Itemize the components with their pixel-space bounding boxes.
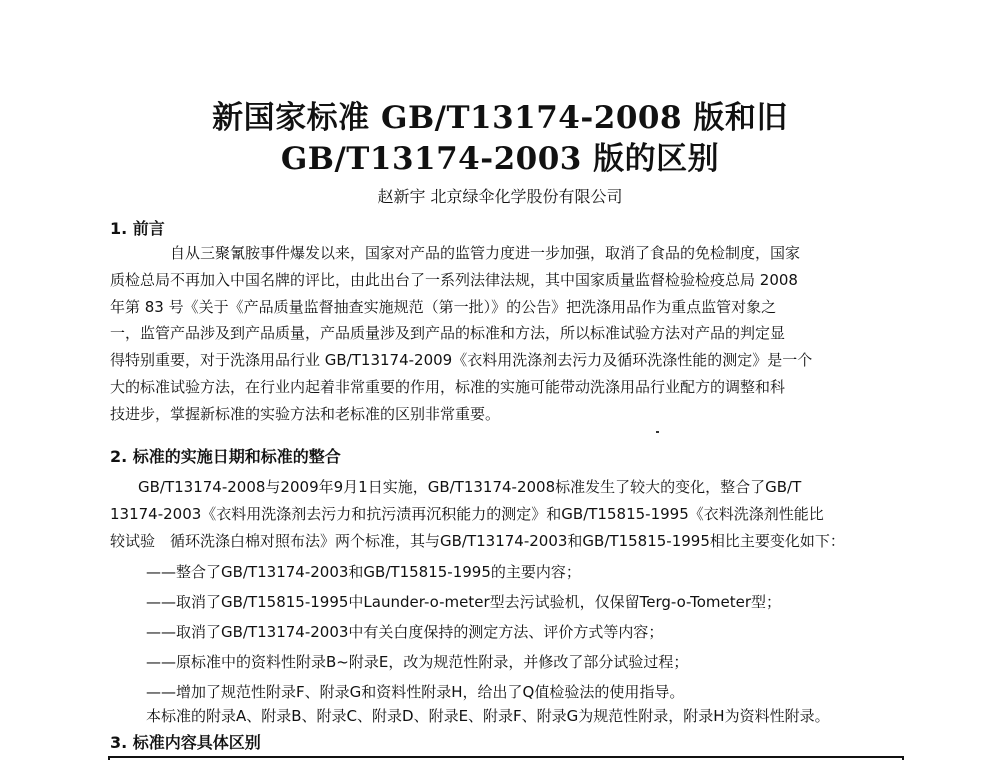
list-item: ——取消了GB/T13174-2003中有关白度保持的测定方法、评价方式等内容； (146, 623, 664, 641)
list-item: ——原标准中的资料性附录B~附录E，改为规范性附录，并修改了部分试验过程； (146, 653, 689, 671)
paragraph-line: 得特别重要，对于洗涤用品行业 GB/T13174-2009《衣料用洗涤剂去污力及循环洗涤性能的测定》是一个 (110, 351, 813, 370)
paragraph-line: 自从三聚氰胺事件爆发以来，国家对产品的监管力度进一步加强，取消了食品的免检制度，国家 (170, 244, 801, 262)
section-3-heading: 3. 标准内容具体区别 (110, 733, 261, 752)
section-1-heading: 1. 前言 (110, 219, 165, 238)
section-2-heading: 2. 标准的实施日期和标准的整合 (110, 447, 341, 466)
list-item: ——整合了GB/T13174-2003和GB/T15815-1995的主要内容； (146, 563, 581, 581)
document-title-line1: 新国家标准 GB/T13174-2008 版和旧 (212, 100, 788, 136)
paragraph-line: 技进步，掌握新标准的实验方法和老标准的区别非常重要。 (110, 404, 501, 423)
list-item: ——取消了GB/T15815-1995中Launder-o-meter型去污试验机，仅保留Terg-o-Tometer型； (146, 593, 781, 611)
paragraph-line: 大的标准试验方法，在行业内起着非常重要的作用，标准的实施可能带动洗涤用品行业配方的调整和科 (110, 377, 786, 396)
paragraph-line: 年第 83 号《关于《产品质量监督抽查实施规范（第一批）》的公告》把洗涤用品作为重点监管对象之 (110, 297, 777, 316)
list-item: ——增加了规范性附录F、附录G和资料性附录H，给出了Q值检验法的使用指导。 (146, 683, 685, 701)
paragraph-line: 13174-2003《衣料用洗涤剂去污力和抗污渍再沉积能力的测定》和GB/T15815-1995《衣料洗涤剂性能比 (110, 504, 824, 523)
appendix-note: 本标准的附录A、附录B、附录C、附录D、附录E、附录F、附录G为规范性附录，附录H为资料性附录。 (146, 707, 830, 725)
paragraph-line: 较试验 循环洗涤白棉对照布法》两个标准，其与GB/T13174-2003和GB/T15815-1995相比主要变化如下： (110, 531, 845, 550)
table-top-border (108, 756, 904, 760)
section-2-body (110, 474, 905, 554)
changes-list (110, 557, 905, 707)
paragraph-line: 质检总局不再加入中国名牌的评比，由此出台了一系列法律法规，其中国家质量监督检验检疫总局 2008 (110, 270, 798, 289)
paragraph-line: GB/T13174-2008与2009年9月1日实施，GB/T13174-2008标准发生了较大的变化，整合了GB/T (138, 478, 802, 496)
paragraph-line: 一，监管产品涉及到产品质量，产品质量涉及到产品的标准和方法，所以标准试验方法对产品的判定显 (110, 324, 786, 343)
section-1-body (110, 240, 905, 428)
scan-speck (656, 431, 659, 433)
author-line: 赵新宇 北京绿伞化学股份有限公司 (377, 187, 623, 206)
document-title-line2: GB/T13174-2003 版的区别 (280, 141, 720, 177)
